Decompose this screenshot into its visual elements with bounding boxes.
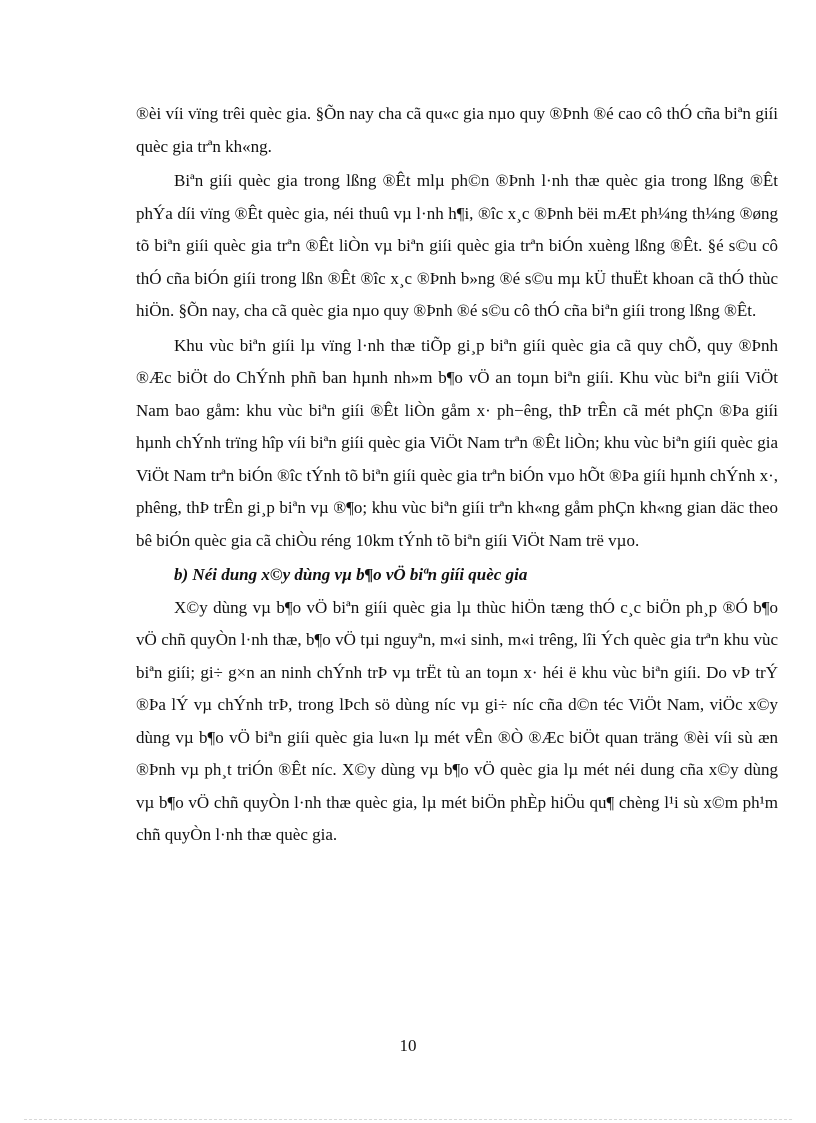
paragraph-3: Khu vùc biªn giíi lµ vïng l·nh thæ tiÕp gi¸p biªn giíi quèc gia cã quy chÕ, quy ®Þnh ®Æc biÖt do ChÝnh phñ ban hµnh nh»m b¶o vÖ an toµn biªn giíi. Khu vùc biªn giíi ViÖt Nam bao gåm: khu vùc biªn giíi ®Êt liÒn gåm x· ph−êng, thÞ trÊn cã mét phÇn ®Þa giíi hµnh chÝnh trïng hîp víi biªn giíi quèc gia ViÖt Nam trªn ®Êt liÒn; khu vùc biªn giíi quèc gia ViÖt Nam trªn biÓn ®îc tÝnh tõ biªn giíi quèc gia trªn biÓn vµo hÕt ®Þa giíi hµnh chÝnh x·, phêng, thÞ trÊn gi¸p biªn vµ ®¶o; khu vùc biªn giíi trªn kh«ng gåm phÇn kh«ng gian däc theo bê biÓn quèc gia cã chiÒu réng 10km tÝnh tõ biªn giíi ViÖt Nam trë vµo. [136,335,778,550]
page-bottom-divider [24,1119,792,1120]
paragraph-4: X©y dùng vµ b¶o vÖ biªn giíi quèc gia lµ thùc hiÖn tæng thÓ c¸c biÖn ph¸p ®Ó b¶o vÖ chñ quyÒn l·nh thæ, b¶o vÖ tµi nguyªn, m«i sinh, m«i trêng, lîi Ých quèc gia trªn khu vùc biªn giíi; gi÷ g×n an ninh chÝnh trÞ vµ trËt tù an toµn x· héi ë khu vùc biªn giíi. Do vÞ trÝ ®Þa lÝ vµ chÝnh trÞ, trong lÞch sö dùng níc vµ gi÷ níc cña d©n téc ViÖt Nam, viÖc x©y dùng vµ b¶o vÖ biªn giíi quèc gia lu«n lµ mét vÊn ®Ò ®Æc biÖt quan träng ®èi víi sù æn ®Þnh vµ ph¸t triÓn ®Êt níc. X©y dùng vµ b¶o vÖ quèc gia lµ mét néi dung cña x©y dùng vµ b¶o vÖ chñ quyÒn l·nh thæ quèc gia, lµ mét biÖn phÈp hiÖu qu¶ chèng l¹i sù x©m ph¹m chñ quyÒn l·nh thæ quèc gia. [136,597,778,844]
paragraph-2: Biªn giíi quèc gia trong lßng ®Êt mlµ ph©n ®Þnh l·nh thæ quèc gia trong lßng ®Êt phÝa díi vïng ®Êt quèc gia, néi thuû vµ l·nh h¶i, ®îc x¸c ®Þnh bëi mÆt ph¼ng th¼ng ®øng tõ biªn giíi quèc gia trªn ®Êt liÒn vµ biªn giíi quèc gia trªn biÓn xuèng lßng ®Êt. §é s©u cô thÓ cña biÓn giíi trong lßn ®Êt ®îc x¸c ®Þnh b»ng ®é s©u mµ kÜ thuËt khoan cã thÓ thùc hiÖn. §Õn nay, cha cã quèc gia nµo quy ®Þnh ®é s©u cô thÓ cña biªn giíi trong lßng ®Êt. [136,171,778,320]
page-number: 10 [399,1036,417,1055]
section-heading: b) Néi dung x©y dùng vµ b¶o vÖ biªn giíi quèc gia [174,565,528,584]
paragraph-1: ®èi víi vïng trêi quèc gia. §Õn nay cha cã qu«c gia nµo quy ®Þnh ®é cao cô thÓ cña biªn giíi quèc gia trªn kh«ng. [136,104,778,156]
body-text [136,98,778,852]
